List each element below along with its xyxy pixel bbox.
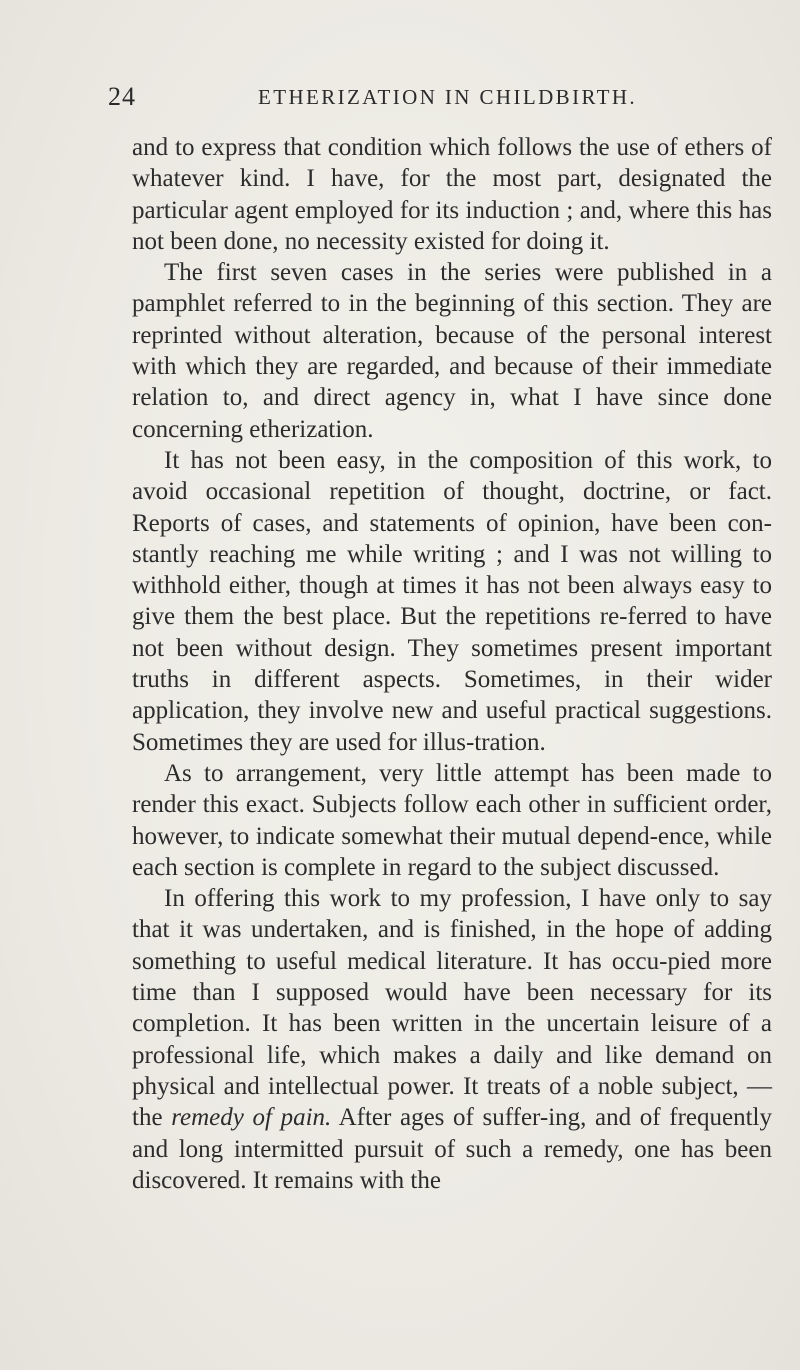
paragraph-5 [132, 883, 772, 1196]
paragraph-4: As to arrangement, very little attempt has been made to render this exact. Subjects follow each other in sufficient order, however, to indicate somewhat their mutual depend-ence, while each section is complete in regard to the subject discussed. [132, 759, 772, 881]
paragraph-5-before: In offering this work to my profession, I have only to say that it was undertaken, and is finished, in the hope of adding something to useful medical literature. It has occu-pied more time than I supposed would have been necessary for its completion. It has been written in the uncertain leisure of a professional life, which makes a daily and like demand on physical and intellectual power. It treats of a noble subject, — the [132, 885, 772, 1132]
page-header [108, 82, 768, 116]
paragraph-2: The first seven cases in the series were published in a pamphlet referred to in the beginning of this section. They are reprinted without alteration, because of the personal interest with which they are regarded, and because of their immediate relation to, and direct agency in, what I have since done concerning etherization. [132, 259, 772, 443]
body-text [132, 132, 772, 1196]
italic-phrase: remedy of pain. [171, 1104, 332, 1132]
page-number: 24 [108, 82, 136, 111]
paragraph-3: It has not been easy, in the composition of this work, to avoid occasional repetition of thought, doctrine, or fact. Reports of cases, and statements of opinion, have been con-stantly reaching me while writing ; and I was not willing to withhold either, though at times it has not been always easy to give them the best place. But the repetitions re-ferred to have not been without design. They sometimes present important truths in different aspects. Sometimes, in their wider application, they involve new and useful practical suggestions. Sometimes they are used for illus-tration. [132, 446, 772, 756]
running-head: ETHERIZATION IN CHILDBIRTH. [258, 85, 638, 109]
paragraph-1: and to express that condition which follows the use of ethers of whatever kind. I have, for the most part, designated the particular agent employed for its induction ; and, where this has not been done, no necessity existed for doing it. [132, 134, 772, 255]
paragraph-5-after: After ages of suffer-ing, and of frequently and long intermitted pursuit of such a remedy, one has been discovered. It remains with the [132, 1104, 772, 1194]
